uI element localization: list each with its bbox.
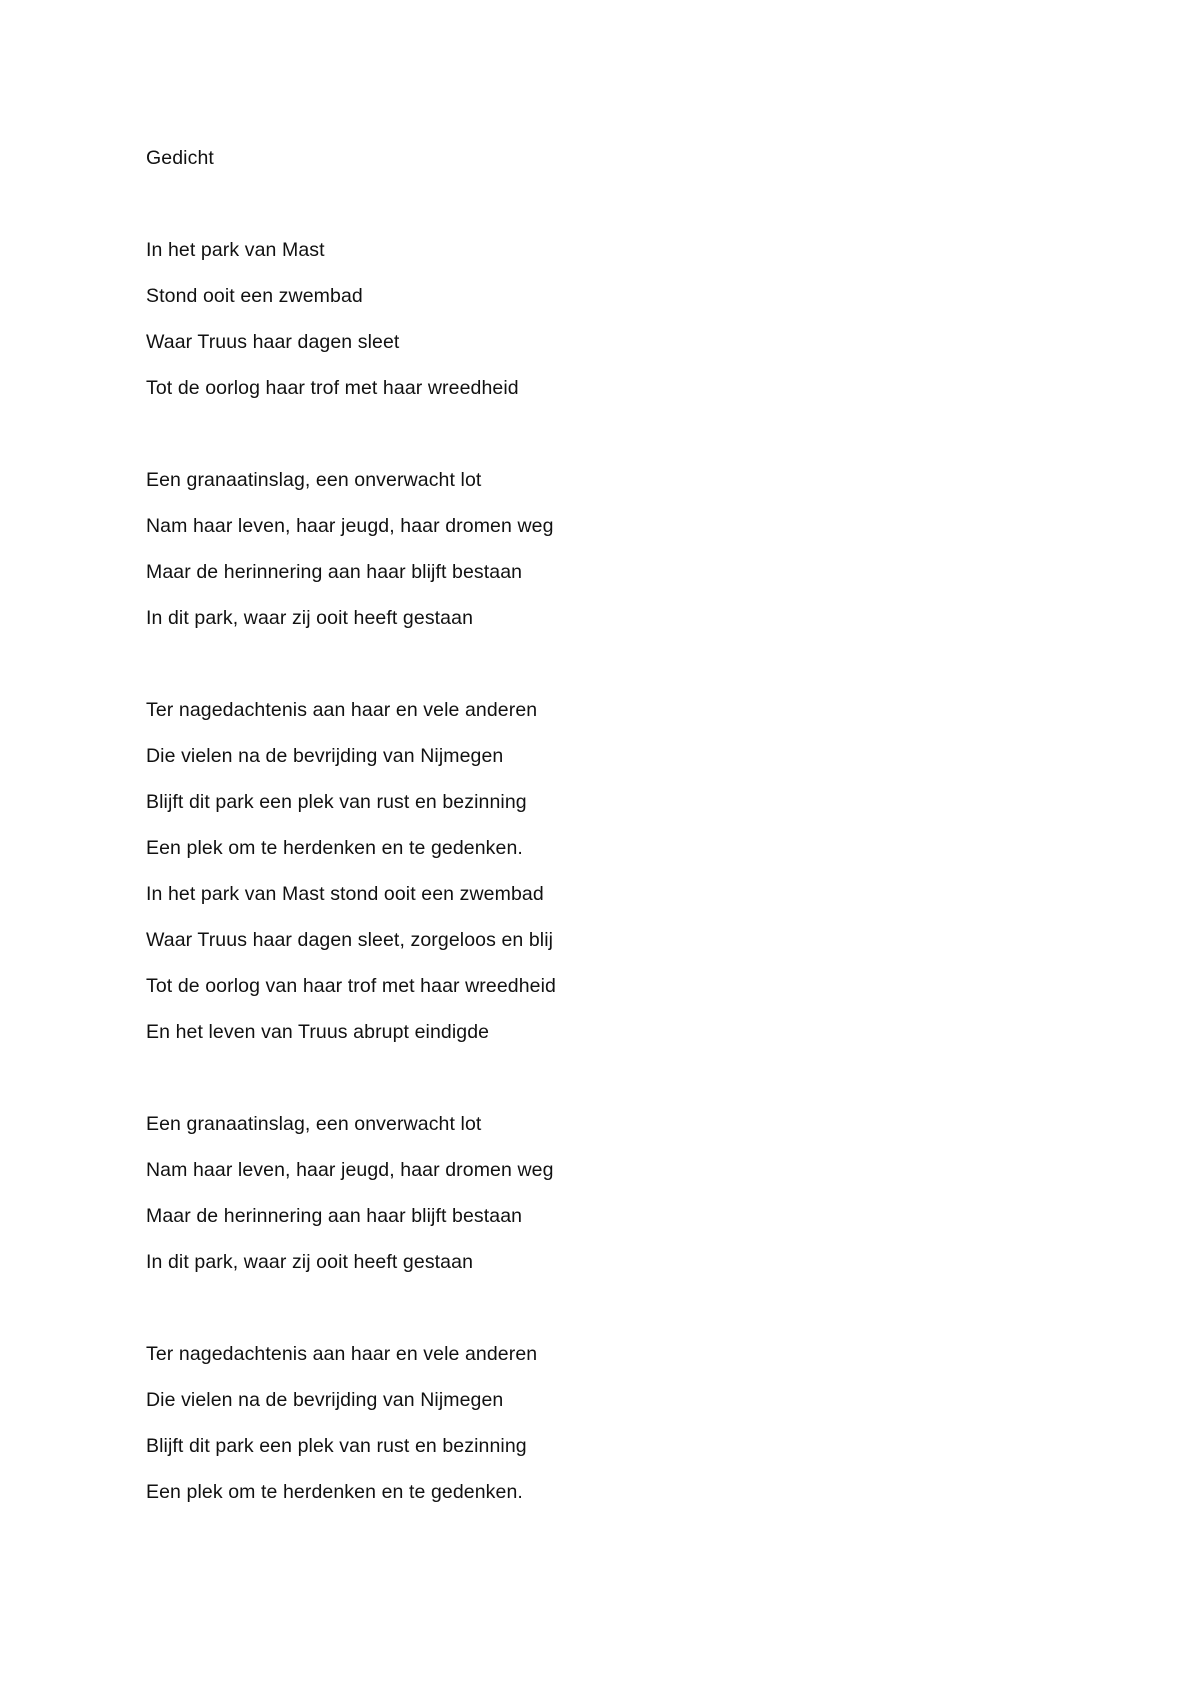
- poem-line: Ter nagedachtenis aan haar en vele anderen: [146, 1343, 538, 1365]
- poem-line: Blijft dit park een plek van rust en bezinning: [146, 791, 527, 813]
- stanza-1: [146, 236, 1146, 420]
- poem-line: En het leven van Truus abrupt eindigde: [146, 1021, 490, 1043]
- poem-line: In dit park, waar zij ooit heeft gestaan: [146, 1251, 474, 1273]
- poem-line: Maar de herinnering aan haar blijft bestaan: [146, 1205, 523, 1227]
- poem-line: Waar Truus haar dagen sleet, zorgeloos en blij: [146, 929, 554, 951]
- poem-line: Een granaatinslag, een onverwacht lot: [146, 1113, 482, 1135]
- poem-line: Een plek om te herdenken en te gedenken.: [146, 1481, 523, 1503]
- stanza-4: [146, 1110, 1146, 1294]
- poem-line: Waar Truus haar dagen sleet: [146, 331, 400, 353]
- stanza-spacer: [146, 650, 1146, 696]
- stanza-spacer: [146, 190, 1146, 236]
- stanza-5: [146, 1340, 1146, 1524]
- stanza-spacer: [146, 420, 1146, 466]
- document-body: [146, 144, 1146, 1524]
- poem-line: Die vielen na de bevrijding van Nijmegen: [146, 745, 504, 767]
- poem-line: Een plek om te herdenken en te gedenken.: [146, 837, 523, 859]
- poem-line: Blijft dit park een plek van rust en bezinning: [146, 1435, 527, 1457]
- poem-line: Maar de herinnering aan haar blijft bestaan: [146, 561, 523, 583]
- poem-line: Nam haar leven, haar jeugd, haar dromen weg: [146, 515, 554, 537]
- poem-line: In dit park, waar zij ooit heeft gestaan: [146, 607, 474, 629]
- stanza-3: [146, 696, 1146, 1064]
- poem-line: Die vielen na de bevrijding van Nijmegen: [146, 1389, 504, 1411]
- stanza-spacer: [146, 1064, 1146, 1110]
- poem-line: Stond ooit een zwembad: [146, 285, 363, 307]
- poem-line: Tot de oorlog van haar trof met haar wreedheid: [146, 975, 557, 997]
- poem-line: In het park van Mast stond ooit een zwembad: [146, 883, 544, 905]
- poem-line: In het park van Mast: [146, 239, 325, 261]
- document-title: Gedicht: [146, 147, 214, 169]
- stanza-spacer: [146, 1294, 1146, 1340]
- poem-line: Ter nagedachtenis aan haar en vele anderen: [146, 699, 538, 721]
- poem-line: Tot de oorlog haar trof met haar wreedheid: [146, 377, 519, 399]
- poem-line: Nam haar leven, haar jeugd, haar dromen weg: [146, 1159, 554, 1181]
- poem-line: Een granaatinslag, een onverwacht lot: [146, 469, 482, 491]
- stanza-2: [146, 466, 1146, 650]
